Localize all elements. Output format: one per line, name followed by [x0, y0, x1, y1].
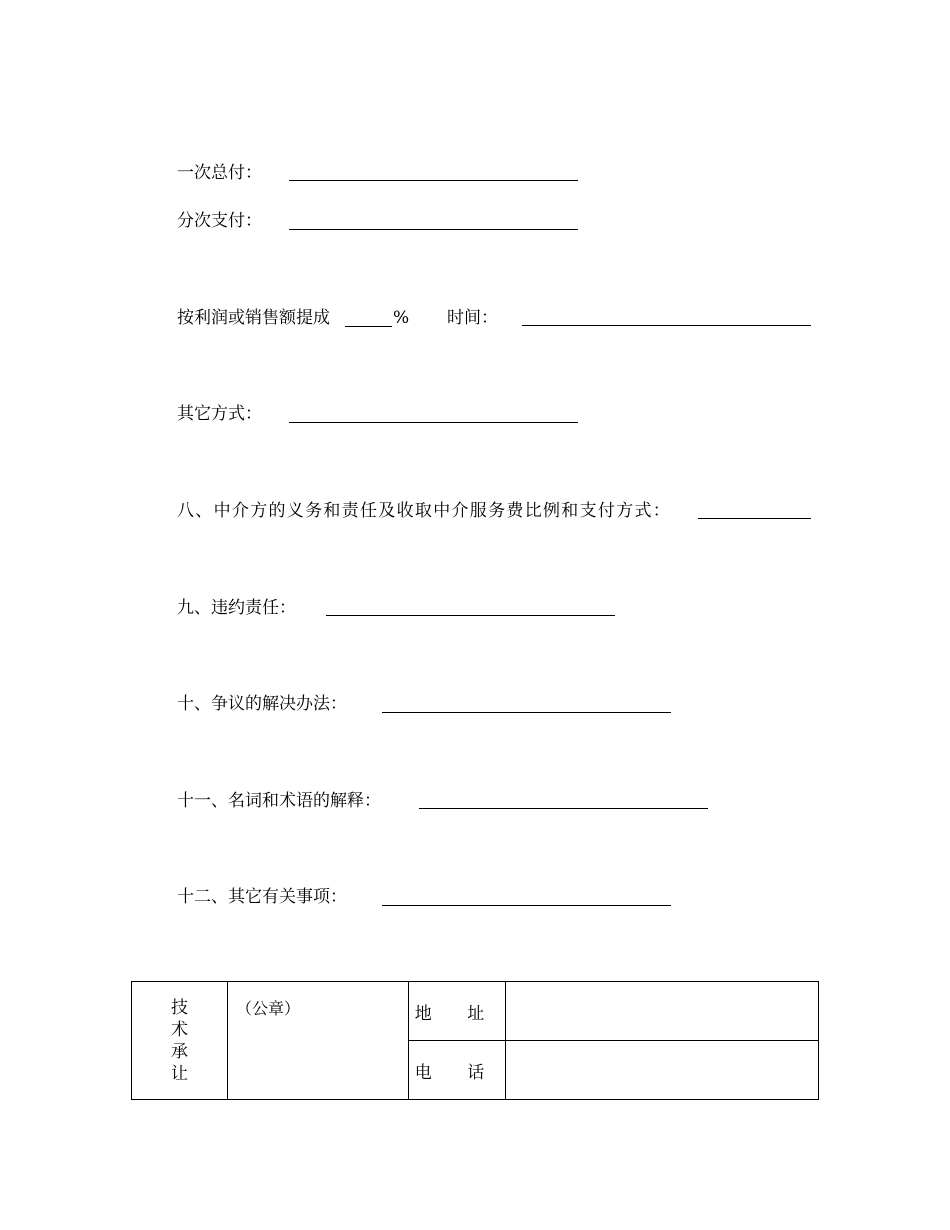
- phone-label: 电 话: [409, 1041, 506, 1100]
- seal-cell[interactable]: [228, 982, 409, 1100]
- lump-sum-blank[interactable]: [289, 180, 578, 181]
- party-label-transferor: [132, 982, 228, 1100]
- party-char: 让: [171, 1063, 188, 1084]
- time-label: 时间：: [447, 308, 498, 328]
- section9-label: 九、违约责任：: [177, 598, 296, 618]
- section8-label: 八、中介方的义务和责任及收取中介服务费比例和支付方式：: [177, 501, 672, 521]
- installment-blank[interactable]: [289, 229, 578, 230]
- phone-field[interactable]: [506, 1041, 819, 1100]
- installment-label: 分次支付：: [177, 211, 262, 231]
- section8-blank[interactable]: [698, 518, 811, 519]
- time-blank[interactable]: [522, 325, 811, 326]
- section10-blank[interactable]: [382, 712, 671, 713]
- section9-blank[interactable]: [326, 615, 615, 616]
- other-method-blank[interactable]: [289, 422, 578, 423]
- section11-label: 十一、名词和术语的解释：: [177, 791, 381, 811]
- other-method-label: 其它方式：: [177, 404, 262, 424]
- section10-label: 十、争议的解决办法：: [177, 694, 347, 714]
- percent-sign: %: [393, 308, 410, 328]
- party-char: 术: [171, 1019, 188, 1040]
- section12-blank[interactable]: [382, 905, 671, 906]
- address-label: 地 址: [409, 982, 506, 1041]
- seal-label: （公章）: [236, 999, 301, 1018]
- party-char: 技: [171, 997, 188, 1018]
- address-field[interactable]: [506, 982, 819, 1041]
- section11-blank[interactable]: [419, 808, 708, 809]
- lump-sum-label: 一次总付：: [177, 163, 262, 183]
- signature-table: [131, 981, 819, 1100]
- commission-percent-blank[interactable]: [345, 326, 392, 327]
- section12-label: 十二、其它有关事项：: [177, 887, 347, 907]
- party-char: 承: [171, 1041, 188, 1062]
- commission-label: 按利润或销售额提成: [177, 308, 330, 328]
